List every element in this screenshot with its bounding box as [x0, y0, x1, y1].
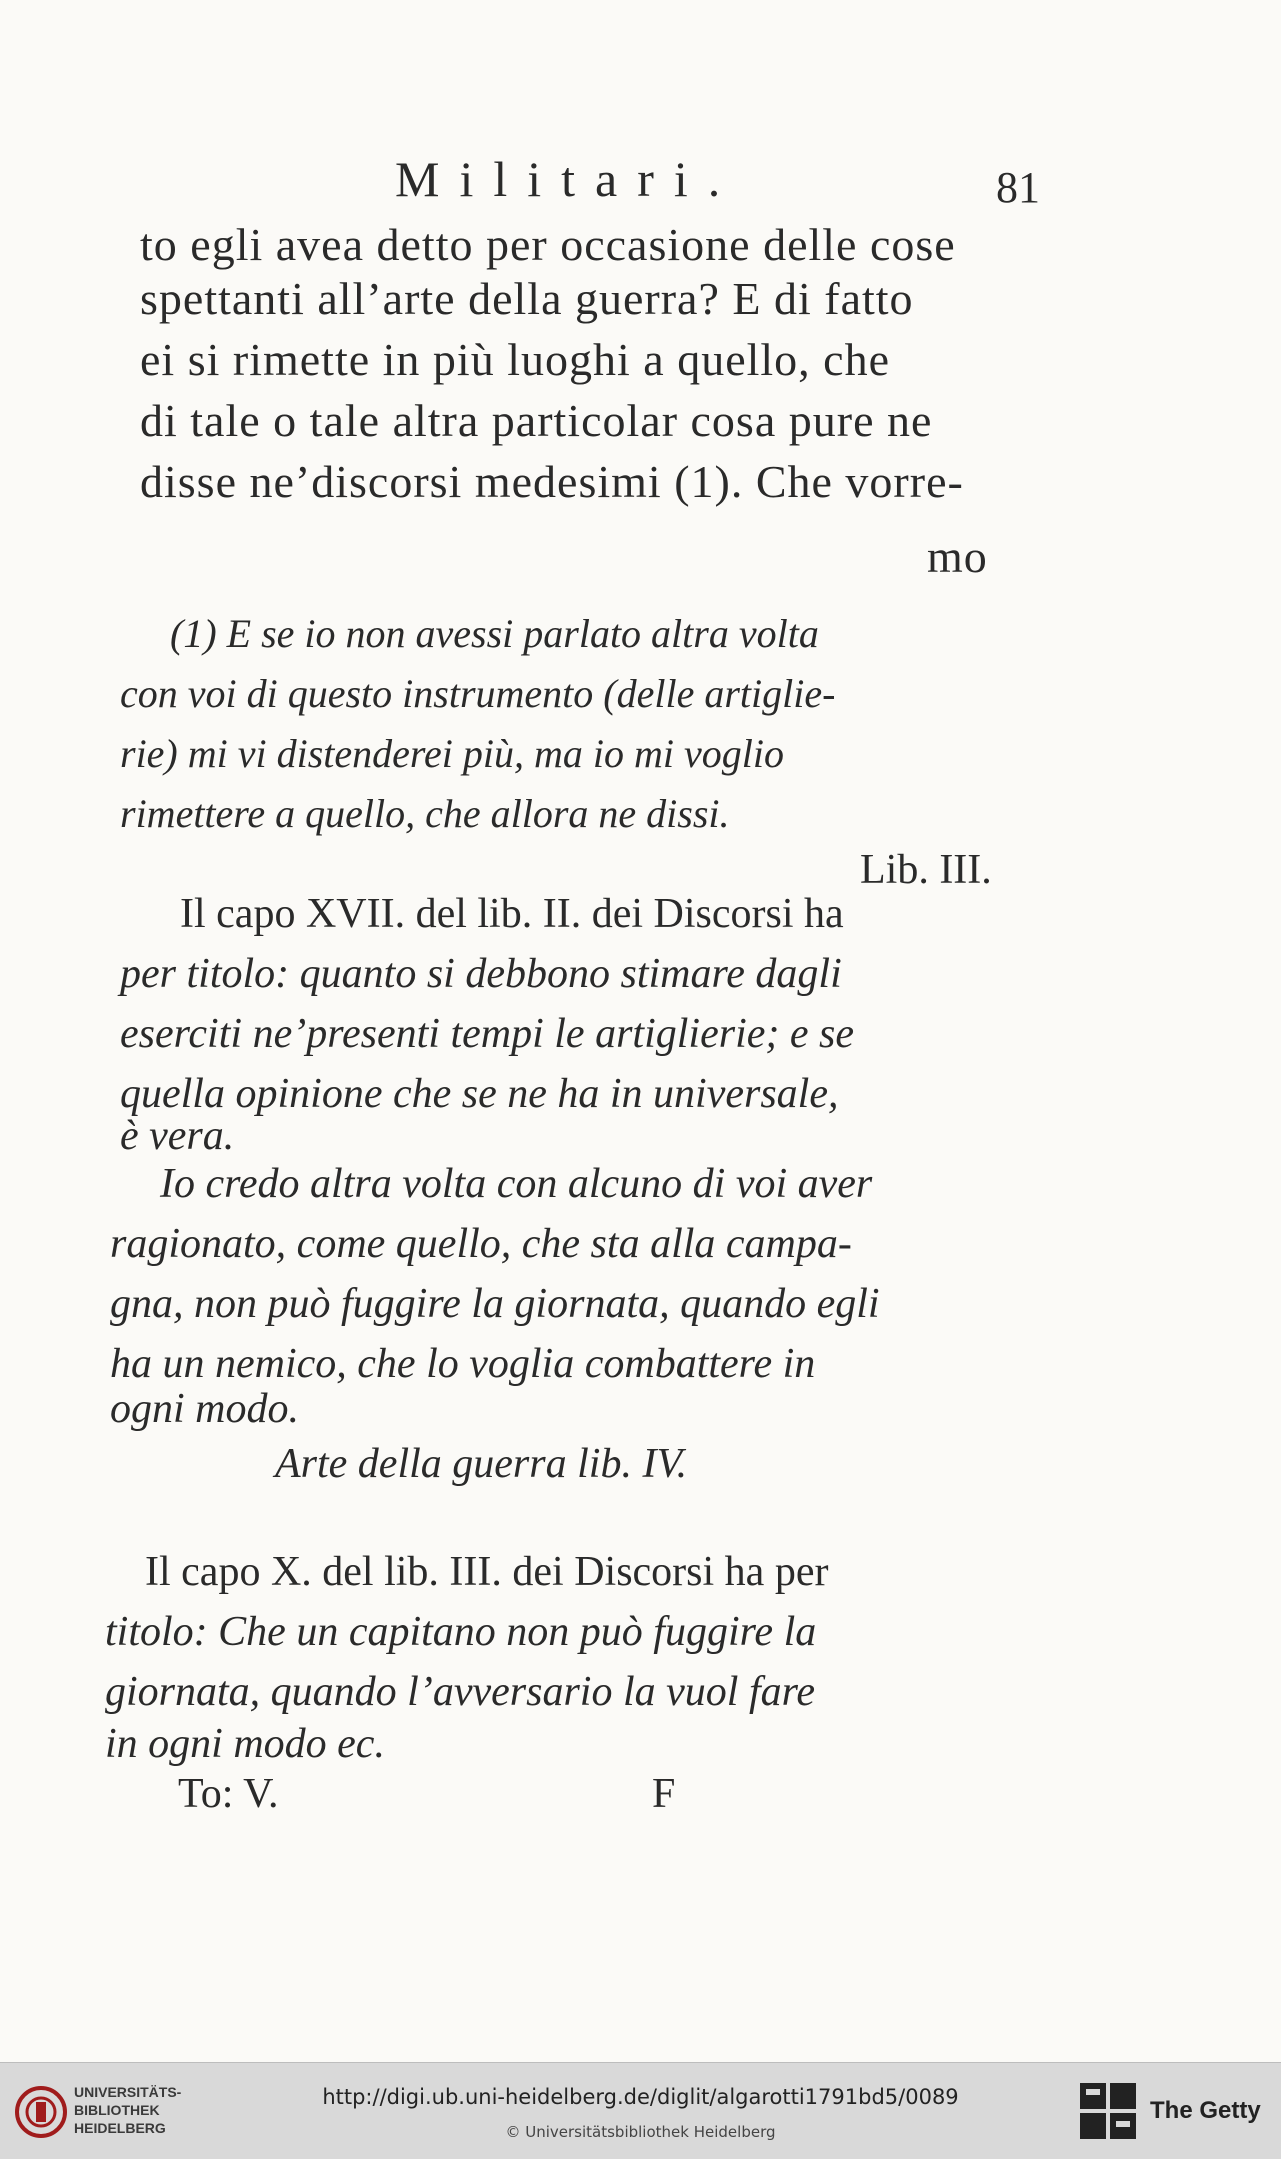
- paragraph-line: Il capo XVII. del lib. II. dei Discorsi ha: [180, 891, 844, 937]
- getty-logo-text: The Getty: [1150, 2097, 1261, 2124]
- getty-logo-icon: [1078, 2081, 1138, 2141]
- permalink-url[interactable]: http://digi.ub.uni-heidelberg.de/diglit/algarotti1791bd5/0089: [322, 2085, 959, 2109]
- paragraph-line: è vera.: [120, 1113, 235, 1159]
- footnote-line: rimettere a quello, che allora ne dissi.: [120, 791, 730, 836]
- footnote-line: (1) E se io non avessi parlato altra volta: [170, 611, 819, 656]
- volume-signature: To: V.: [178, 1771, 279, 1817]
- paragraph-line: titolo: Che un capitano non può fuggire la: [105, 1609, 817, 1655]
- quote-line: ha un nemico, che lo voglia combattere in: [110, 1341, 816, 1387]
- body-line: spettanti all’arte della guerra? E di fatto: [140, 273, 914, 324]
- quote-line: ragionato, come quello, che sta alla campa-: [110, 1221, 852, 1267]
- running-header: Militari.: [395, 151, 741, 207]
- copyright-notice: © Universitätsbibliothek Heidelberg: [505, 2123, 776, 2141]
- catchword: mo: [927, 531, 988, 582]
- footnote-reference: Lib. III.: [860, 847, 992, 893]
- paragraph-line: in ogni modo ec.: [105, 1721, 385, 1767]
- gathering-signature: F: [652, 1771, 676, 1817]
- quote-reference: Arte della guerra lib. IV.: [275, 1441, 688, 1487]
- paragraph-line: eserciti ne’presenti tempi le artiglierie; e se: [120, 1011, 854, 1057]
- body-line: ei si rimette in più luoghi a quello, che: [140, 334, 891, 385]
- quote-line: gna, non può fuggire la giornata, quando egli: [110, 1281, 880, 1327]
- paragraph-line: per titolo: quanto si debbono stimare dagli: [120, 951, 842, 997]
- paragraph-line: giornata, quando l’avversario la vuol fare: [105, 1669, 816, 1715]
- quote-line: ogni modo.: [110, 1386, 299, 1432]
- library-logo-text: UNIVERSITÄTS- BIBLIOTHEK HEIDELBERG: [74, 2084, 182, 2136]
- viewer-footer: [0, 2062, 1281, 2159]
- page-number: 81: [996, 163, 1040, 212]
- footnote-line: con voi di questo instrumento (delle artiglie-: [120, 671, 836, 716]
- paragraph-line: quella opinione che se ne ha in universale,: [120, 1071, 839, 1117]
- paragraph-line: Il capo X. del lib. III. dei Discorsi ha per: [145, 1549, 829, 1595]
- body-line: di tale o tale altra particolar cosa pure ne: [140, 395, 933, 446]
- body-line: to egli avea detto per occasione delle cose: [140, 219, 956, 270]
- body-line: disse ne’discorsi medesimi (1). Che vorre-: [140, 456, 964, 507]
- quote-line: Io credo altra volta con alcuno di voi aver: [160, 1161, 873, 1207]
- footnote-line: rie) mi vi distenderei più, ma io mi voglio: [120, 731, 784, 776]
